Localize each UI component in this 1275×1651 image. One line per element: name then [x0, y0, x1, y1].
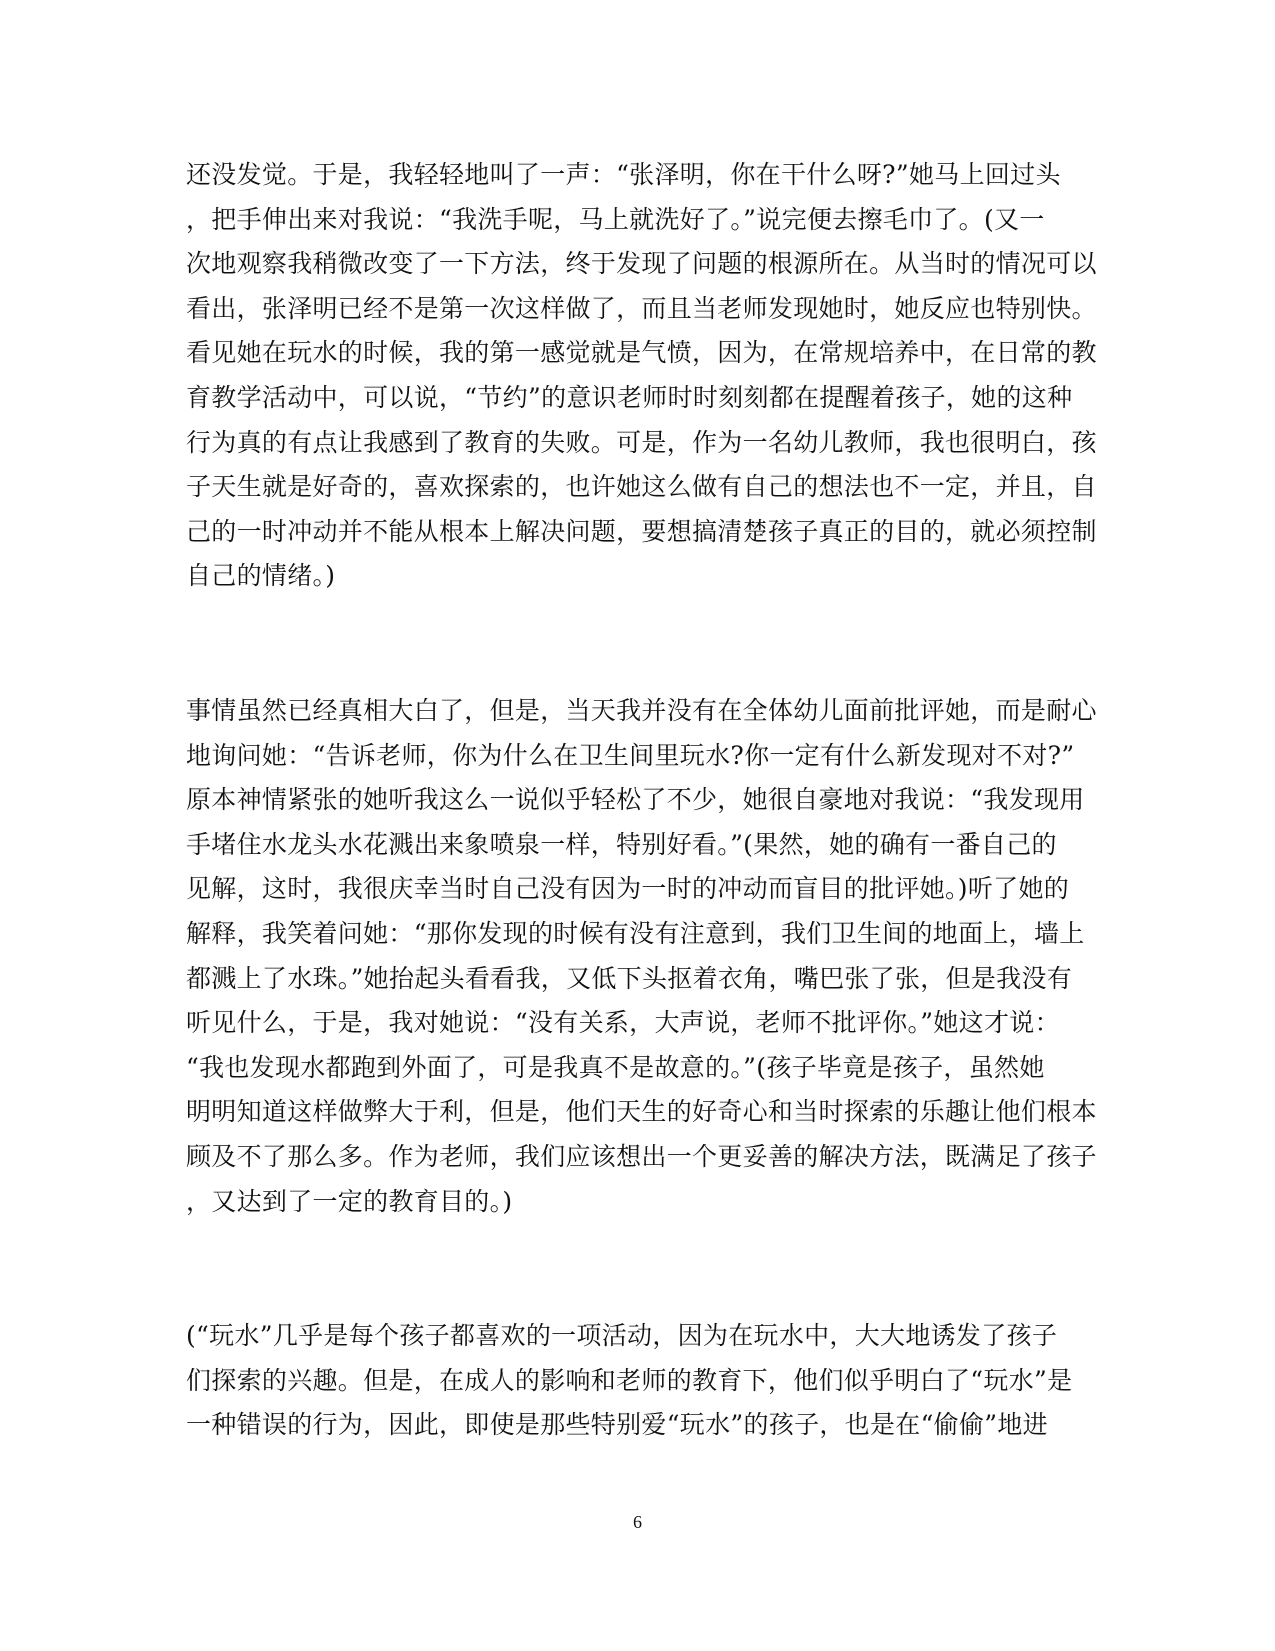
paragraph-line: 们探索的兴趣。但是，在成人的影响和老师的教育下，他们似乎明白了“玩水”是: [186, 1365, 1073, 1395]
paragraph-line: 听见什么，于是，我对她说：“没有关系，大声说，老师不批评你。”她这才说：: [186, 1008, 1060, 1038]
paragraph-line: 次地观察我稍微改变了一下方法，终于发现了问题的根源所在。从当时的情况可以: [186, 249, 1097, 279]
paragraph-line: 自己的情绪。): [186, 561, 336, 591]
paragraph-line: 明明知道这样做弊大于利，但是，他们天生的好奇心和当时探索的乐趣让他们根本: [186, 1097, 1097, 1127]
page-number: 6: [633, 1512, 642, 1532]
paragraph-line: 地询问她：“告诉老师，你为什么在卫生间里玩水?你一定有什么新发现对不对?”: [186, 740, 1075, 770]
paragraph-line: 解释，我笑着问她：“那你发现的时候有没有注意到，我们卫生间的地面上，墙上: [186, 918, 1085, 948]
paragraph-line: ，又达到了一定的教育目的。): [186, 1186, 513, 1216]
paragraph-line: 一种错误的行为，因此，即使是那些特别爱“玩水”的孩子，也是在“偷偷”地进: [186, 1410, 1048, 1440]
paragraph-line: ，把手伸出来对我说：“我洗手呢，马上就洗好了。”说完便去擦毛巾了。(又一: [186, 204, 1045, 234]
paragraph-line: 育教学活动中，可以说，“节约”的意识老师时时刻刻都在提醒着孩子，她的这种: [186, 382, 1073, 412]
paragraph-line: 见解，这时，我很庆幸当时自己没有因为一时的冲动而盲目的批评她。)听了她的: [186, 874, 1070, 904]
paragraph-line: 手堵住水龙头水花溅出来象喷泉一样，特别好看。”(果然，她的确有一番自己的: [186, 829, 1057, 859]
paragraph-line: 子天生就是好奇的，喜欢探索的，也许她这么做有自己的想法也不一定，并且，自: [186, 472, 1097, 502]
paragraph-line: 还没发觉。于是，我轻轻地叫了一声：“张泽明，你在干什么呀?”她马上回过头: [186, 160, 1061, 189]
paragraph-line: 看出，张泽明已经不是第一次这样做了，而且当老师发现她时，她反应也特别快。: [186, 293, 1097, 323]
paragraph-line: 己的一时冲动并不能从根本上解决问题，要想搞清楚孩子真正的目的，就必须控制: [186, 516, 1097, 546]
paragraph-2: [186, 689, 1097, 1224]
paragraph-line: 看见她在玩水的时候，我的第一感觉就是气愤，因为，在常规培养中，在日常的教: [186, 338, 1097, 368]
paragraph-line: “我也发现水都跑到外面了，可是我真不是故意的。”(孩子毕竟是孩子，虽然她: [186, 1052, 1045, 1082]
paragraph-line: 行为真的有点让我感到了教育的失败。可是，作为一名幼儿教师，我也很明白，孩: [186, 427, 1097, 457]
paragraph-1: [186, 153, 1097, 599]
paragraph-line: 都溅上了水珠。”她抬起头看看我，又低下头抠着衣角，嘴巴张了张，但是我没有: [186, 963, 1073, 993]
paragraph-line: (“玩水”几乎是每个孩子都喜欢的一项活动，因为在玩水中，大大地诱发了孩子: [186, 1321, 1058, 1350]
paragraph-3: [186, 1314, 1086, 1448]
paragraph-line: 原本神情紧张的她听我这么一说似乎轻松了不少，她很自豪地对我说：“我发现用: [186, 785, 1085, 815]
paragraph-line: 顾及不了那么多。作为老师，我们应该想出一个更妥善的解决方法，既满足了孩子: [186, 1141, 1097, 1171]
paragraph-line: 事情虽然已经真相大白了，但是，当天我并没有在全体幼儿面前批评她，而是耐心: [186, 696, 1097, 725]
